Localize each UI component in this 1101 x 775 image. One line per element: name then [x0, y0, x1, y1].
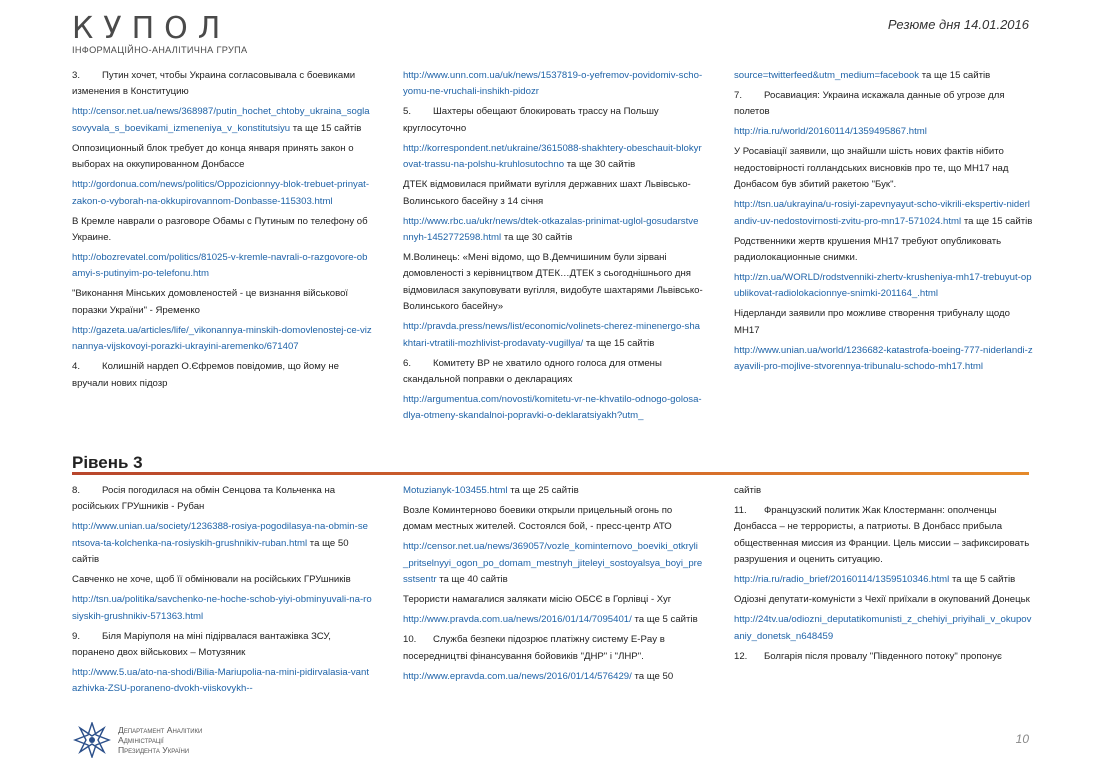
news-link-item [734, 572, 1034, 588]
source-link[interactable]: http://ria.ru/radio_brief/20160114/1359510346.html [734, 574, 950, 586]
more-sites-count: та ще 5 сайтів [949, 574, 1016, 586]
source-link[interactable]: Motuzianyk-103455.html [403, 485, 508, 496]
headline-text: "Виконання Мінських домовленостей - це визнання військової поразки України" - Яременко [72, 288, 349, 316]
news-headline [72, 629, 372, 662]
news-headline [734, 483, 1034, 499]
news-link-item [734, 197, 1034, 230]
bottom-column-1 [72, 483, 372, 701]
news-headline [403, 104, 703, 137]
bottom-column-3 [734, 483, 1034, 669]
item-number: 3. [72, 70, 81, 81]
source-link[interactable]: http://argumentua.com/novosti/komitetu-vr-ne-khvatilo-odnogo-golosa-dlya-otmeny-skandalnoi-popravki-o-deklaratsiyakh?utm_ [403, 394, 702, 422]
more-sites-count: та ще 30 сайтів [501, 232, 573, 244]
source-link[interactable]: http://24tv.ua/odiozni_deputatikomunisti_z_chehiyi_priyihali_v_okupovaniy_donetsk_n648459 [734, 614, 1032, 642]
source-link[interactable]: http://www.rbc.ua/ukr/news/dtek-otkazalas-prinimat-uglol-gosudarstvennyh-1452772598.html [403, 215, 699, 244]
news-headline [403, 503, 703, 536]
headline-text: Одіозні депутати-комуністи з Чехії приїхали в окупований Донецьк [734, 594, 1030, 606]
news-link-item [734, 68, 1034, 84]
headline-text: Шахтеры обещают блокировать трассу на Польшу круглосуточно [403, 106, 659, 134]
headline-text: Болгарія після провалу "Південного потоку" пропонує [764, 650, 1002, 662]
source-link[interactable]: http://zn.ua/WORLD/rodstvenniki-zhertv-krusheniya-mh17-trebuyut-opublikovat-radiolokacionnye-snimki-201164_.html [734, 272, 1032, 300]
news-headline [72, 359, 372, 392]
headline-text: Оппозиционный блок требует до конца января принять закон о выборах на оккупированном Донбассе [72, 142, 354, 171]
news-headline [734, 144, 1034, 193]
headline-text: Росавиация: Украина искажала данные об угрозе для полетов [734, 90, 1005, 118]
item-number: 10. [403, 634, 417, 646]
more-sites-count: та ще 15 сайтів [583, 337, 655, 349]
news-headline [72, 68, 372, 101]
item-number: 12. [734, 650, 748, 662]
page-number: 10 [1015, 732, 1029, 746]
headline-text: Возле Коминтерново боевики открыли прицельный огонь по домам местных жителей. Состоялся бой, - пресс-центр АТО [403, 505, 673, 533]
source-link[interactable]: http://ria.ru/world/20160114/1359495867.html [734, 126, 927, 138]
news-link-item [734, 270, 1034, 303]
news-headline [403, 356, 703, 389]
headline-text: Путин хочет, чтобы Украина согласовывала с боевиками изменения в Конституцию [72, 70, 356, 98]
source-link[interactable]: http://censor.net.ua/news/369057/vozle_kominternovo_boeviki_otkryli_pritselnyyi_ogon_po_domam_mestnyh_jiteleyi_sostoyalsya_boyi_presstsentr [403, 541, 703, 586]
more-sites-count: та ще 40 сайтів [436, 574, 508, 586]
news-link-item [734, 612, 1034, 645]
source-link[interactable]: http://www.epravda.com.ua/news/2016/01/14/576429/ [403, 670, 632, 682]
news-headline [734, 503, 1034, 569]
logo-subtitle: ІНФОРМАЦІЙНО-АНАЛІТИЧНА ГРУПА [72, 45, 248, 55]
item-number: 5. [403, 106, 412, 118]
item-number: 8. [72, 485, 81, 496]
more-sites-count: та ще 25 сайтів [507, 485, 579, 496]
department-name [118, 725, 202, 755]
source-link[interactable]: source=twitterfeed&utm_medium=facebook [734, 70, 920, 81]
more-sites-count: та ще 15 сайтів [961, 215, 1033, 227]
headline-text: Біля Маріуполя на міні підірвалася вантажівка ЗСУ, поранено двох військових – Мотузяник [72, 630, 331, 659]
news-link-item [72, 250, 372, 283]
source-link[interactable]: http://www.5.ua/ato-na-shodi/Bilia-Mariupolia-na-mini-pidirvalasia-vantazhivka-ZSU-poraneno-dvokh-viiskovykh-- [72, 667, 370, 695]
headline-text: У Росавіації заявили, що знайшли шість нових фактів нібито недостовірності голландських висновків про те, що MH17 над Донбасом був збитий ракетою "Бук". [734, 146, 1009, 191]
headline-text: Росія погодилася на обмін Сенцова та Кольченка на російських ГРУшників - Рубан [72, 485, 336, 513]
news-headline [72, 214, 372, 247]
news-link-item [734, 343, 1034, 376]
news-link-item [72, 519, 372, 568]
news-link-item [403, 669, 703, 685]
kupol-logo [72, 11, 248, 55]
news-headline [403, 250, 703, 316]
source-link[interactable]: http://www.unn.com.ua/uk/news/1537819-o-yefremov-povidomiv-scho-yomu-ne-vruchali-inshikh-pidozr [403, 70, 703, 98]
news-headline [72, 483, 372, 516]
logo-title: КУПОЛ [72, 11, 231, 46]
headline-text: Колишній нардеп О.Єфремов повідомив, що йому не вручали нових підозр [72, 361, 340, 389]
headline-text: Савченко не хоче, щоб її обмінювали на російських ГРУшників [72, 574, 351, 586]
more-sites-count: та ще 15 сайтів [290, 122, 362, 134]
more-sites-count: та ще 5 сайтів [631, 614, 698, 626]
news-link-item [72, 592, 372, 625]
more-sites-count: та ще 30 сайтів [564, 159, 636, 171]
news-link-item [403, 141, 703, 174]
news-link-item [403, 612, 703, 628]
news-link-item [403, 319, 703, 352]
source-link[interactable]: http://obozrevatel.com/politics/81025-v-kremle-navrali-o-razgovore-obamyi-s-putinyim-po-telefonu.htm [72, 252, 368, 280]
source-link[interactable]: http://korrespondent.net/ukraine/3615088-shakhtery-obeschauit-blokyrovat-trassu-na-polshu-kruhlosutochno [403, 142, 702, 171]
bottom-column-2 [403, 483, 703, 689]
news-link-item [403, 68, 703, 101]
headline-text: Нідерланди заявили про можливе створення трибуналу щодо MH17 [734, 308, 1010, 336]
news-headline [734, 592, 1034, 608]
headline-text: ДТЕК відмовилася приймати вугілля державних шахт Львівсько-Волинського басейну з 14 січня [403, 179, 691, 207]
report-date: Резюме дня 14.01.2016 [887, 17, 1029, 32]
news-headline [734, 88, 1034, 121]
source-link[interactable]: http://tsn.ua/politika/savchenko-ne-hoche-schob-yiyi-obminyuvali-na-rosiyskih-grushnikiv-571363.html [72, 594, 372, 622]
headline-text: В Кремле наврали о разговоре Обамы с Путиным по телефону об Украине. [72, 215, 368, 244]
department-line: Президента України [118, 745, 190, 755]
news-link-item [72, 665, 372, 698]
item-number: 4. [72, 361, 81, 373]
department-line: Адміністрації [118, 735, 164, 745]
news-headline [403, 177, 703, 210]
star-emblem-icon [72, 722, 112, 758]
section-title: Рівень 3 [72, 453, 143, 472]
item-number: 11. [734, 505, 747, 516]
source-link[interactable]: http://www.unian.ua/world/1236682-katastrofa-boeing-777-niderlandi-zayavili-pro-mojlive-stvorennya-tribunalu-schodo-mh17.html [734, 344, 1033, 373]
footer [72, 722, 202, 758]
news-link-item [403, 539, 703, 588]
news-link-item [72, 177, 372, 210]
top-column-2 [403, 68, 703, 428]
news-headline [72, 141, 372, 174]
news-headline [734, 306, 1034, 339]
news-headline [734, 649, 1034, 665]
headline-text: сайтів [734, 485, 762, 496]
source-link[interactable]: http://pravda.press/news/list/economic/volinets-cherez-minenergo-shakhtari-vtratili-mozhlivist-prodavaty-vugillya/ [403, 321, 701, 349]
source-link[interactable]: http://gazeta.ua/articles/life/_vikonannya-minskih-domovlenostej-ce-viznannya-vijskovoyi-porazki-ukrayini-aremenko/671407 [72, 324, 372, 353]
source-link[interactable]: http://www.pravda.com.ua/news/2016/01/14/7095401/ [403, 614, 632, 626]
source-link[interactable]: http://censor.net.ua/news/368987/putin_hochet_chtoby_ukraina_soglasovyvala_s_boevikami_izmeneniya_v_konstitutsiyu [72, 106, 370, 134]
source-link[interactable]: http://www.unian.ua/society/1236388-rosiya-pogodilasya-na-obmin-sentsova-ta-kolchenka-na-rosiyskih-grushnikiv-ruban.html [72, 521, 368, 549]
news-link-item [403, 392, 703, 425]
more-sites-count: та ще 50 [631, 670, 674, 682]
more-sites-count: та ще 50 сайтів [72, 537, 349, 566]
headline-text: Терористи намагалися залякати місію ОБСЄ в Горлівці - Хуг [403, 594, 672, 606]
news-link-item [72, 323, 372, 356]
news-headline [734, 234, 1034, 267]
news-link-item [72, 104, 372, 137]
department-line: Департамент Аналітики [118, 725, 203, 735]
headline-text: Французский политик Жак Клостерманн: ополченцы Донбасса – не террористы, а патриоты. В Донбасс прибыла общественная миссия из Франции. Цель миссии – зафиксировать разрушения и оценить ситуацию. [734, 505, 1030, 566]
news-headline [403, 632, 703, 665]
news-link-item [403, 214, 703, 247]
more-sites-count: та ще 15 сайтів [919, 70, 991, 81]
news-link-item [403, 483, 703, 499]
item-number: 6. [403, 357, 412, 369]
headline-text: Родственники жертв крушения MH17 требуют опубликовать радиолокационные снимки. [734, 235, 1002, 264]
section-divider [72, 472, 1029, 475]
top-column-3 [734, 68, 1034, 379]
source-link[interactable]: http://tsn.ua/ukrayina/u-rosiyi-zapevnyayut-scho-vikrili-ekspertiv-niderlandiv-uv-nedostovirnosti-zvitu-pro-mn17-571024.html [734, 199, 1030, 227]
item-number: 7. [734, 90, 743, 101]
item-number: 9. [72, 630, 81, 642]
headline-text: Служба безпеки підозрює платіжну систему E-Pay в посередництві фінансування бойовиків "ДНР" і "ЛНР". [403, 634, 665, 662]
top-column-1 [72, 68, 372, 396]
source-link[interactable]: http://gordonua.com/news/politics/Oppozicionnyy-blok-trebuet-prinyat-zakon-o-vyborah-na-okkupirovannom-Donbasse-115303.html [72, 179, 370, 207]
news-link-item [734, 124, 1034, 140]
news-headline [403, 592, 703, 608]
headline-text: Комитету ВР не хватило одного голоса для отмены скандальной поправки о декларациях [403, 357, 662, 386]
news-headline [72, 572, 372, 588]
headline-text: М.Волинець: «Мені відомо, що В.Демчишиним були зірвані домовленості з керівництвом ДТЕК…ДТЕК з сьогоднішнього дня відмовилася закуповувати вугілля, видобуте шахтарями Львівсько-Волинського басейну» [403, 252, 703, 313]
news-headline [72, 286, 372, 319]
